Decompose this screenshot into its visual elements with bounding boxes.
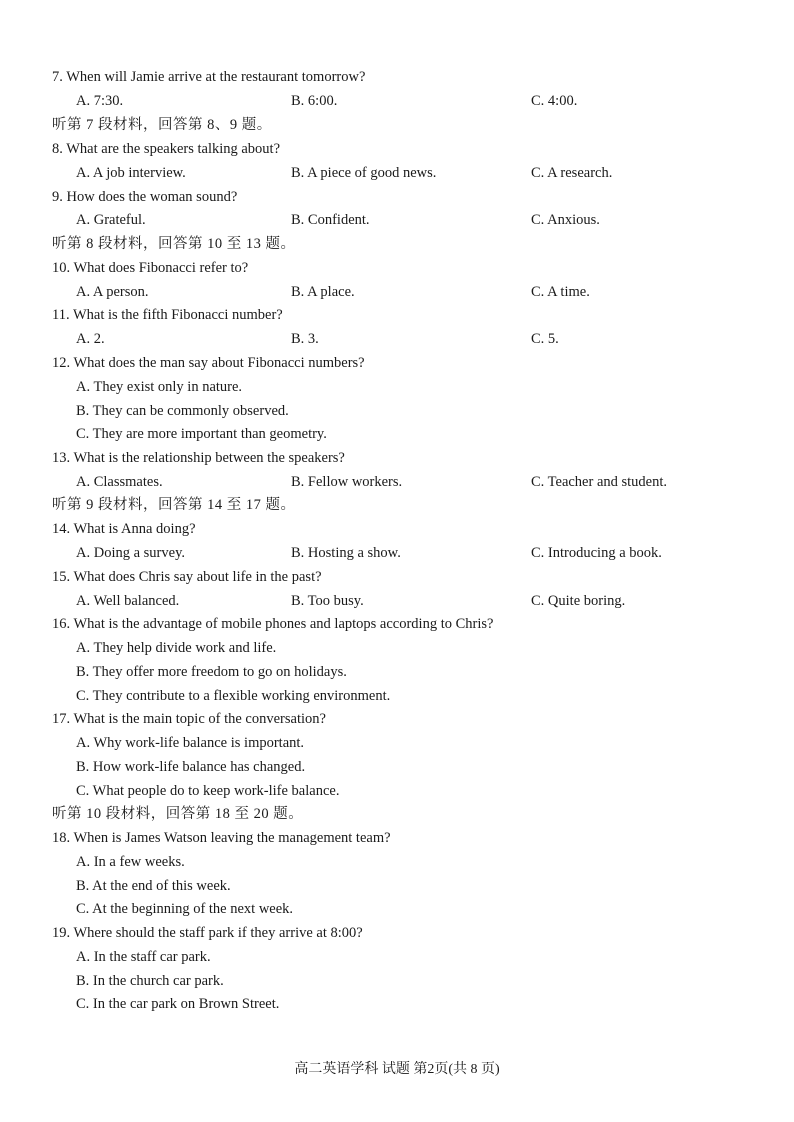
section-instruction-8: 听第 8 段材料，回答第 10 至 13 题。: [52, 236, 296, 252]
q10-option-c: C. A time.: [531, 284, 590, 300]
q11-option-a: A. 2.: [76, 331, 105, 347]
q15-option-a: A. Well balanced.: [76, 593, 180, 609]
q11-option-c: C. 5.: [531, 331, 559, 347]
page-footer: 高二英语学科 试题 第2页(共 8 页): [294, 1062, 500, 1077]
question-13: 13. What is the relationship between the speakers?: [52, 450, 345, 466]
q12-option-b: B. They can be commonly observed.: [76, 403, 289, 419]
q13-option-b: B. Fellow workers.: [291, 474, 403, 490]
q8-option-a: A. A job interview.: [76, 165, 186, 181]
question-7: 7. When will Jamie arrive at the restaurant tomorrow?: [52, 69, 366, 85]
q17-option-c: C. What people do to keep work-life balance.: [76, 783, 340, 799]
question-8: 8. What are the speakers talking about?: [52, 141, 281, 157]
question-15: 15. What does Chris say about life in the past?: [52, 569, 322, 585]
section-instruction-9: 听第 9 段材料，回答第 14 至 17 题。: [52, 497, 296, 513]
question-17: 17. What is the main topic of the conversation?: [52, 711, 326, 727]
q12-option-a: A. They exist only in nature.: [76, 379, 243, 395]
q10-option-a: A. A person.: [76, 284, 149, 300]
q15-option-b: B. Too busy.: [291, 593, 364, 609]
q19-option-c: C. In the car park on Brown Street.: [76, 996, 280, 1012]
q13-option-a: A. Classmates.: [76, 474, 163, 490]
q17-option-a: A. Why work-life balance is important.: [76, 735, 305, 751]
section-instruction-10: 听第 10 段材料，回答第 18 至 20 题。: [52, 806, 304, 822]
q12-option-c: C. They are more important than geometry.: [76, 426, 327, 442]
q15-option-c: C. Quite boring.: [531, 593, 626, 609]
q18-option-b: B. At the end of this week.: [76, 878, 231, 894]
question-16: 16. What is the advantage of mobile phones and laptops according to Chris?: [52, 616, 494, 632]
q7-option-c: C. 4:00.: [531, 93, 578, 109]
q14-option-a: A. Doing a survey.: [76, 545, 185, 561]
section-instruction-7: 听第 7 段材料，回答第 8、9 题。: [52, 117, 272, 133]
q19-option-b: B. In the church car park.: [76, 973, 224, 989]
question-14: 14. What is Anna doing?: [52, 521, 196, 537]
question-18: 18. When is James Watson leaving the management team?: [52, 830, 391, 846]
q9-option-a: A. Grateful.: [76, 212, 146, 228]
q19-option-a: A. In the staff car park.: [76, 949, 211, 965]
q11-option-b: B. 3.: [291, 331, 319, 347]
q8-option-b: B. A piece of good news.: [291, 165, 437, 181]
q18-option-a: A. In a few weeks.: [76, 854, 185, 870]
q18-option-c: C. At the beginning of the next week.: [76, 901, 294, 917]
q10-option-b: B. A place.: [291, 284, 355, 300]
q14-option-c: C. Introducing a book.: [531, 545, 662, 561]
question-19: 19. Where should the staff park if they arrive at 8:00?: [52, 925, 363, 941]
q7-option-a: A. 7:30.: [76, 93, 124, 109]
q17-option-b: B. How work-life balance has changed.: [76, 759, 306, 775]
question-10: 10. What does Fibonacci refer to?: [52, 260, 249, 276]
question-11: 11. What is the fifth Fibonacci number?: [52, 307, 283, 323]
question-9: 9. How does the woman sound?: [52, 189, 238, 205]
q8-option-c: C. A research.: [531, 165, 613, 181]
q16-option-a: A. They help divide work and life.: [76, 640, 277, 656]
q16-option-b: B. They offer more freedom to go on holidays.: [76, 664, 347, 680]
q14-option-b: B. Hosting a show.: [291, 545, 401, 561]
q9-option-c: C. Anxious.: [531, 212, 600, 228]
q9-option-b: B. Confident.: [291, 212, 370, 228]
q13-option-c: C. Teacher and student.: [531, 474, 668, 490]
q16-option-c: C. They contribute to a flexible working environment.: [76, 688, 391, 704]
question-12: 12. What does the man say about Fibonacci numbers?: [52, 355, 365, 371]
q7-option-b: B. 6:00.: [291, 93, 338, 109]
